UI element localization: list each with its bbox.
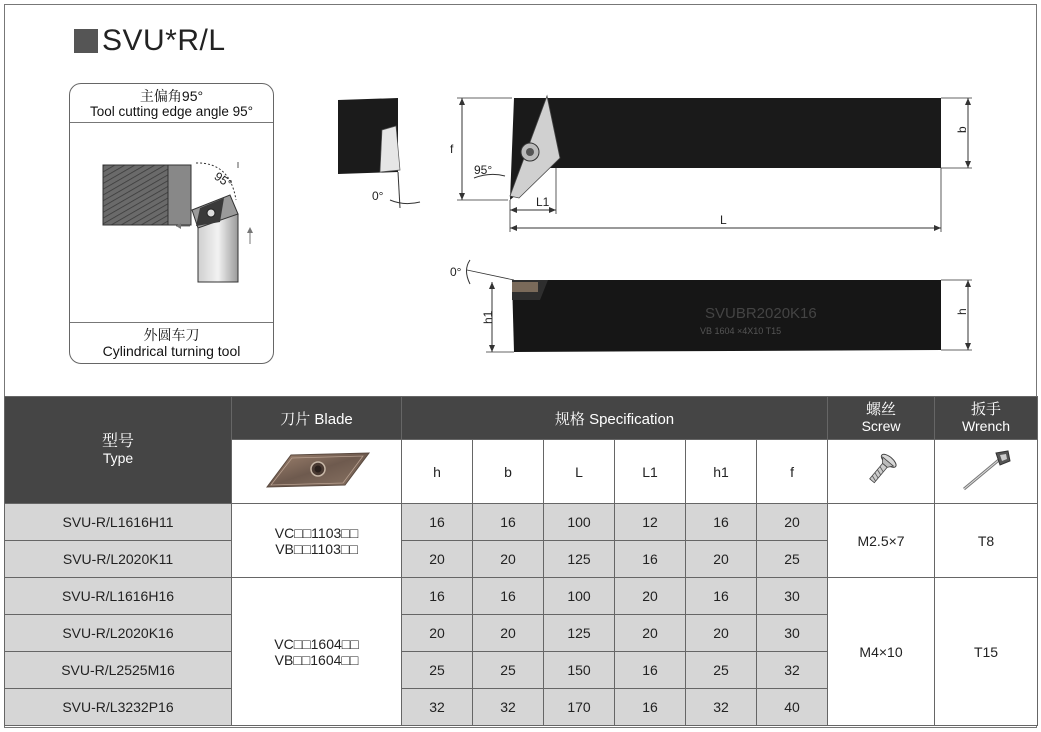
value-cell: 100 <box>544 578 615 615</box>
value-cell: 16 <box>615 689 686 726</box>
panel-bottom-cn: 外圆车刀 <box>143 327 200 343</box>
value-cell: 20 <box>686 541 757 578</box>
h-arrow-top <box>965 280 971 287</box>
title-text: SVU*R/L <box>102 24 226 57</box>
tool-marking-line2: VB 1604 ×4X10 T15 <box>700 326 782 336</box>
type-cell: SVU-R/L3232P16 <box>5 689 232 726</box>
value-cell: 16 <box>615 541 686 578</box>
blade-image-cell <box>232 440 402 504</box>
type-cell: SVU-R/L2525M16 <box>5 652 232 689</box>
panel-illustration <box>103 162 253 282</box>
panel-bottom-en: Cylindrical turning tool <box>102 343 241 359</box>
value-cell: 16 <box>473 578 544 615</box>
value-cell: 32 <box>473 689 544 726</box>
value-cell: 16 <box>615 652 686 689</box>
value-cell: 20 <box>473 615 544 652</box>
value-cell: 30 <box>757 578 828 615</box>
col-header-b: b <box>473 440 544 504</box>
value-cell: 150 <box>544 652 615 689</box>
screw-cell: M4×10 <box>828 578 935 726</box>
tool-end-view <box>338 98 420 208</box>
h1-arrow-bottom <box>489 345 495 352</box>
L1-arrow-right <box>549 207 556 213</box>
value-cell: 20 <box>473 541 544 578</box>
tool-side-view <box>450 260 972 352</box>
type-cell: SVU-R/L2020K11 <box>5 541 232 578</box>
value-cell: 100 <box>544 504 615 541</box>
col-header-h: h <box>402 440 473 504</box>
value-cell: 12 <box>615 504 686 541</box>
L-arrow-right <box>934 225 941 231</box>
value-cell: 16 <box>686 504 757 541</box>
col-header-f: f <box>757 440 828 504</box>
L-label: L <box>720 213 727 227</box>
blade-spec-line2: VB□□1103□□ <box>275 540 358 557</box>
value-cell: 25 <box>757 541 828 578</box>
blade-spec-line2: VB□□1604□□ <box>274 651 359 668</box>
value-cell: 20 <box>615 615 686 652</box>
h-arrow-bottom <box>965 343 971 350</box>
side-view-insert <box>512 282 538 292</box>
type-cell: SVU-R/L1616H16 <box>5 578 232 615</box>
value-cell: 170 <box>544 689 615 726</box>
h1-label: h1 <box>481 310 495 324</box>
value-cell: 25 <box>686 652 757 689</box>
value-cell: 32 <box>757 652 828 689</box>
b-label: b <box>955 126 969 133</box>
panel-angle-label: 95° <box>211 169 235 191</box>
value-cell: 125 <box>544 541 615 578</box>
top-view-screw-head <box>526 148 534 156</box>
wrench-cell: T8 <box>935 504 1038 578</box>
value-cell: 16 <box>402 504 473 541</box>
h-label: h <box>955 308 969 315</box>
blade-header: 刀片 Blade <box>232 397 402 440</box>
value-cell: 125 <box>544 615 615 652</box>
type-cell: SVU-R/L1616H11 <box>5 504 232 541</box>
f-arrow-top <box>459 98 465 105</box>
screw-header-en: Screw <box>861 418 901 434</box>
value-cell: 16 <box>473 504 544 541</box>
value-cell: 32 <box>402 689 473 726</box>
b-arrow-bottom <box>965 161 971 168</box>
blade-spec-cell <box>232 578 402 726</box>
table-row <box>5 504 1038 541</box>
screw-header-cn: 螺丝 <box>866 401 897 418</box>
col-header-L1: L1 <box>615 440 686 504</box>
screw-icon <box>856 450 906 490</box>
col-header-L: L <box>544 440 615 504</box>
top-view-body <box>510 98 941 200</box>
value-cell: 25 <box>402 652 473 689</box>
end-view-angle-arc <box>390 200 420 204</box>
angle-95-label: 95° <box>474 163 493 177</box>
type-header <box>5 397 232 504</box>
tool-top-view <box>450 96 972 232</box>
spec-header: 规格 Specification <box>402 397 828 440</box>
value-cell: 20 <box>686 615 757 652</box>
wrench-header-cn: 扳手 <box>971 401 1002 418</box>
col-header-h1: h1 <box>686 440 757 504</box>
b-arrow-top <box>965 98 971 105</box>
wrench-header <box>935 397 1038 440</box>
L1-label: L1 <box>536 195 550 209</box>
panel-insert-screw <box>207 209 215 217</box>
feed-arrowhead-up <box>247 227 253 233</box>
wrench-header-en: Wrench <box>962 418 1011 434</box>
screw-header <box>828 397 935 440</box>
screw-image-cell <box>828 440 935 504</box>
value-cell: 20 <box>402 541 473 578</box>
h1-arrow-top <box>489 282 495 289</box>
blade-spec-cell <box>232 504 402 578</box>
screw-cell: M2.5×7 <box>828 504 935 578</box>
value-cell: 16 <box>402 578 473 615</box>
rake-line <box>467 270 514 280</box>
workpiece-step <box>168 165 191 225</box>
side-clearance-label: 0° <box>372 189 384 203</box>
wrench-icon <box>956 447 1016 493</box>
wrench-cell: T15 <box>935 578 1038 726</box>
value-cell: 32 <box>686 689 757 726</box>
f-arrow-bottom <box>459 193 465 200</box>
wrench-image-cell <box>935 440 1038 504</box>
value-cell: 20 <box>402 615 473 652</box>
table-row <box>5 578 1038 615</box>
value-cell: 40 <box>757 689 828 726</box>
blade-spec-line1: VC□□1103□□ <box>274 524 359 541</box>
value-cell: 25 <box>473 652 544 689</box>
tool-marking-line1: SVUBR2020K16 <box>705 305 817 322</box>
panel-top-cn: 主偏角95° <box>139 88 204 104</box>
value-cell: 20 <box>757 504 828 541</box>
L-arrow-left <box>510 225 517 231</box>
rake-label: 0° <box>450 265 462 279</box>
type-cell: SVU-R/L2020K16 <box>5 615 232 652</box>
spec-table <box>4 396 1038 726</box>
f-label: f <box>450 142 454 156</box>
panel-top-en: Tool cutting edge angle 95° <box>89 104 254 119</box>
value-cell: 30 <box>757 615 828 652</box>
blade-spec-line1: VC□□1604□□ <box>274 635 359 652</box>
type-header-cn: 型号 <box>101 433 134 450</box>
header-row-1 <box>5 397 1038 440</box>
L1-arrow-left <box>510 207 517 213</box>
type-header-en: Type <box>102 450 134 466</box>
rake-arc <box>467 260 471 284</box>
insert-blade-icon <box>257 447 377 493</box>
value-cell: 16 <box>686 578 757 615</box>
value-cell: 20 <box>615 578 686 615</box>
